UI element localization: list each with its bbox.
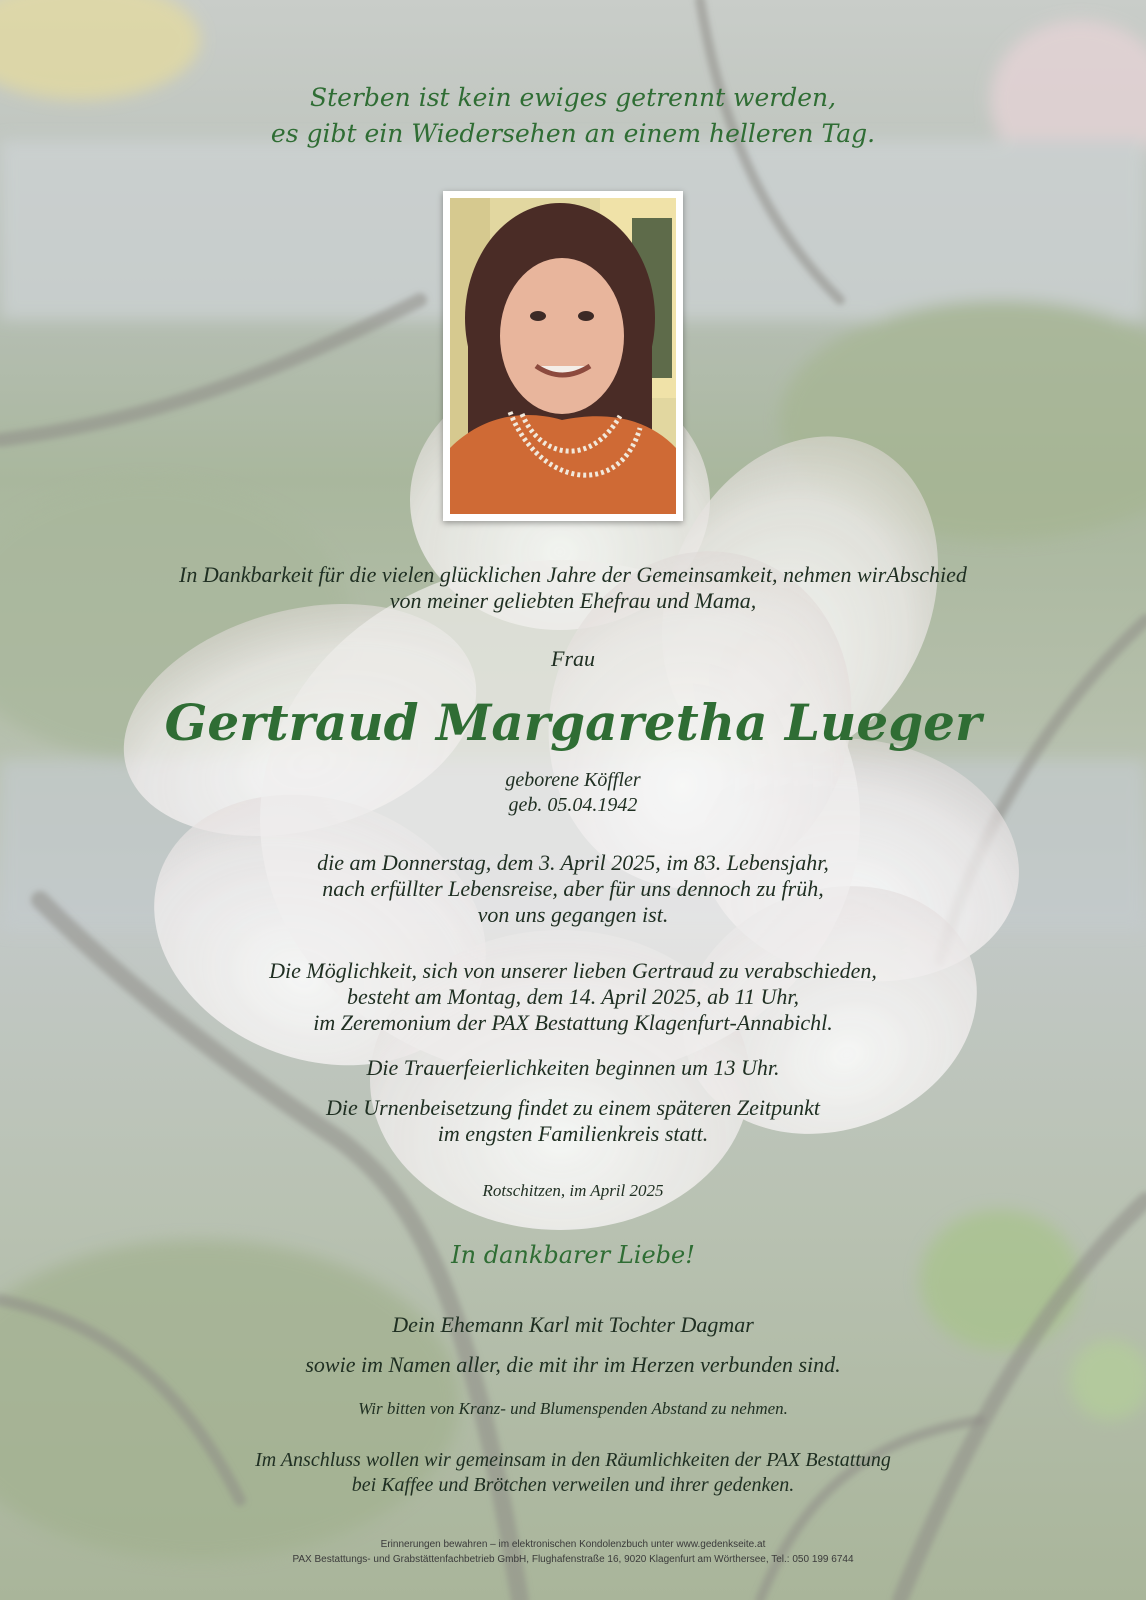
- ceremony-time: Die Trauerfeierlichkeiten beginnen um 13 Uhr.: [366, 1055, 780, 1080]
- intro-line-1: In Dankbarkeit für die vielen glücklichen Jahre der Gemeinsamkeit, nehmen wirAbschied: [179, 562, 967, 587]
- closing-phrase: In dankbarer Liebe!: [451, 1241, 695, 1269]
- footer-line-2: PAX Bestattungs- und Grabstättenfachbetrieb GmbH, Flughafenstraße 16, 9020 Klagenfurt am Wörthersee, Tel.: 050 199 6744: [292, 1554, 854, 1565]
- farewell-line-1: Die Möglichkeit, sich von unserer lieben Gertraud zu verabschieden,: [269, 958, 877, 983]
- farewell-line-3: im Zeremonium der PAX Bestattung Klagenfurt-Annabichl.: [313, 1010, 833, 1035]
- death-notice-line-3: von uns gegangen ist.: [477, 902, 669, 927]
- reception-text: [0, 1448, 1146, 1498]
- reception-line-1: Im Anschluss wollen wir gemeinsam in den Räumlichkeiten der PAX Bestattung: [255, 1449, 891, 1471]
- memorial-quote: [0, 80, 1146, 152]
- quote-line-2: es gibt ein Wiedersehen an einem helleren Tag.: [270, 119, 876, 148]
- portrait-photo-frame: [443, 191, 683, 521]
- family-signature: [0, 1305, 1146, 1385]
- urn-burial-text: [0, 1095, 1146, 1147]
- maiden-name: geborene Köffler: [505, 769, 641, 791]
- intro-line-2: von meiner geliebten Ehefrau und Mama,: [389, 588, 757, 613]
- family-line-1: Dein Ehemann Karl mit Tochter Dagmar: [392, 1312, 754, 1337]
- urn-line-1: Die Urnenbeisetzung findet zu einem späteren Zeitpunkt: [325, 1095, 821, 1120]
- reception-line-2: bei Kaffee und Brötchen verweilen und ihrer gedenken.: [351, 1474, 795, 1496]
- death-notice-line-1: die am Donnerstag, dem 3. April 2025, im 83. Lebensjahr,: [317, 850, 829, 875]
- farewell-line-2: besteht am Montag, dem 14. April 2025, ab 11 Uhr,: [347, 984, 799, 1009]
- portrait-photo: [449, 197, 677, 515]
- urn-line-2: im engsten Familienkreis statt.: [437, 1121, 709, 1146]
- deceased-name: Gertraud Margaretha Lueger: [164, 693, 982, 752]
- donation-request: Wir bitten von Kranz- und Blumenspenden Abstand zu nehmen.: [358, 1399, 788, 1418]
- salutation: Frau: [551, 646, 595, 671]
- footer-line-1: Erinnerungen bewahren – im elektronischen Kondolenzbuch unter www.gedenkseite.at: [380, 1539, 766, 1550]
- farewell-text: [0, 958, 1146, 1036]
- intro-text: [0, 562, 1146, 614]
- quote-line-1: Sterben ist kein ewiges getrennt werden,: [309, 83, 837, 112]
- birth-date: geb. 05.04.1942: [508, 794, 638, 816]
- death-notice: [0, 850, 1146, 928]
- place-date: Rotschitzen, im April 2025: [482, 1181, 664, 1200]
- death-notice-line-2: nach erfüllter Lebensreise, aber für uns dennoch zu früh,: [322, 876, 824, 901]
- family-line-2: sowie im Namen aller, die mit ihr im Herzen verbunden sind.: [305, 1352, 841, 1377]
- footer: [0, 1537, 1146, 1567]
- birth-details: [0, 768, 1146, 818]
